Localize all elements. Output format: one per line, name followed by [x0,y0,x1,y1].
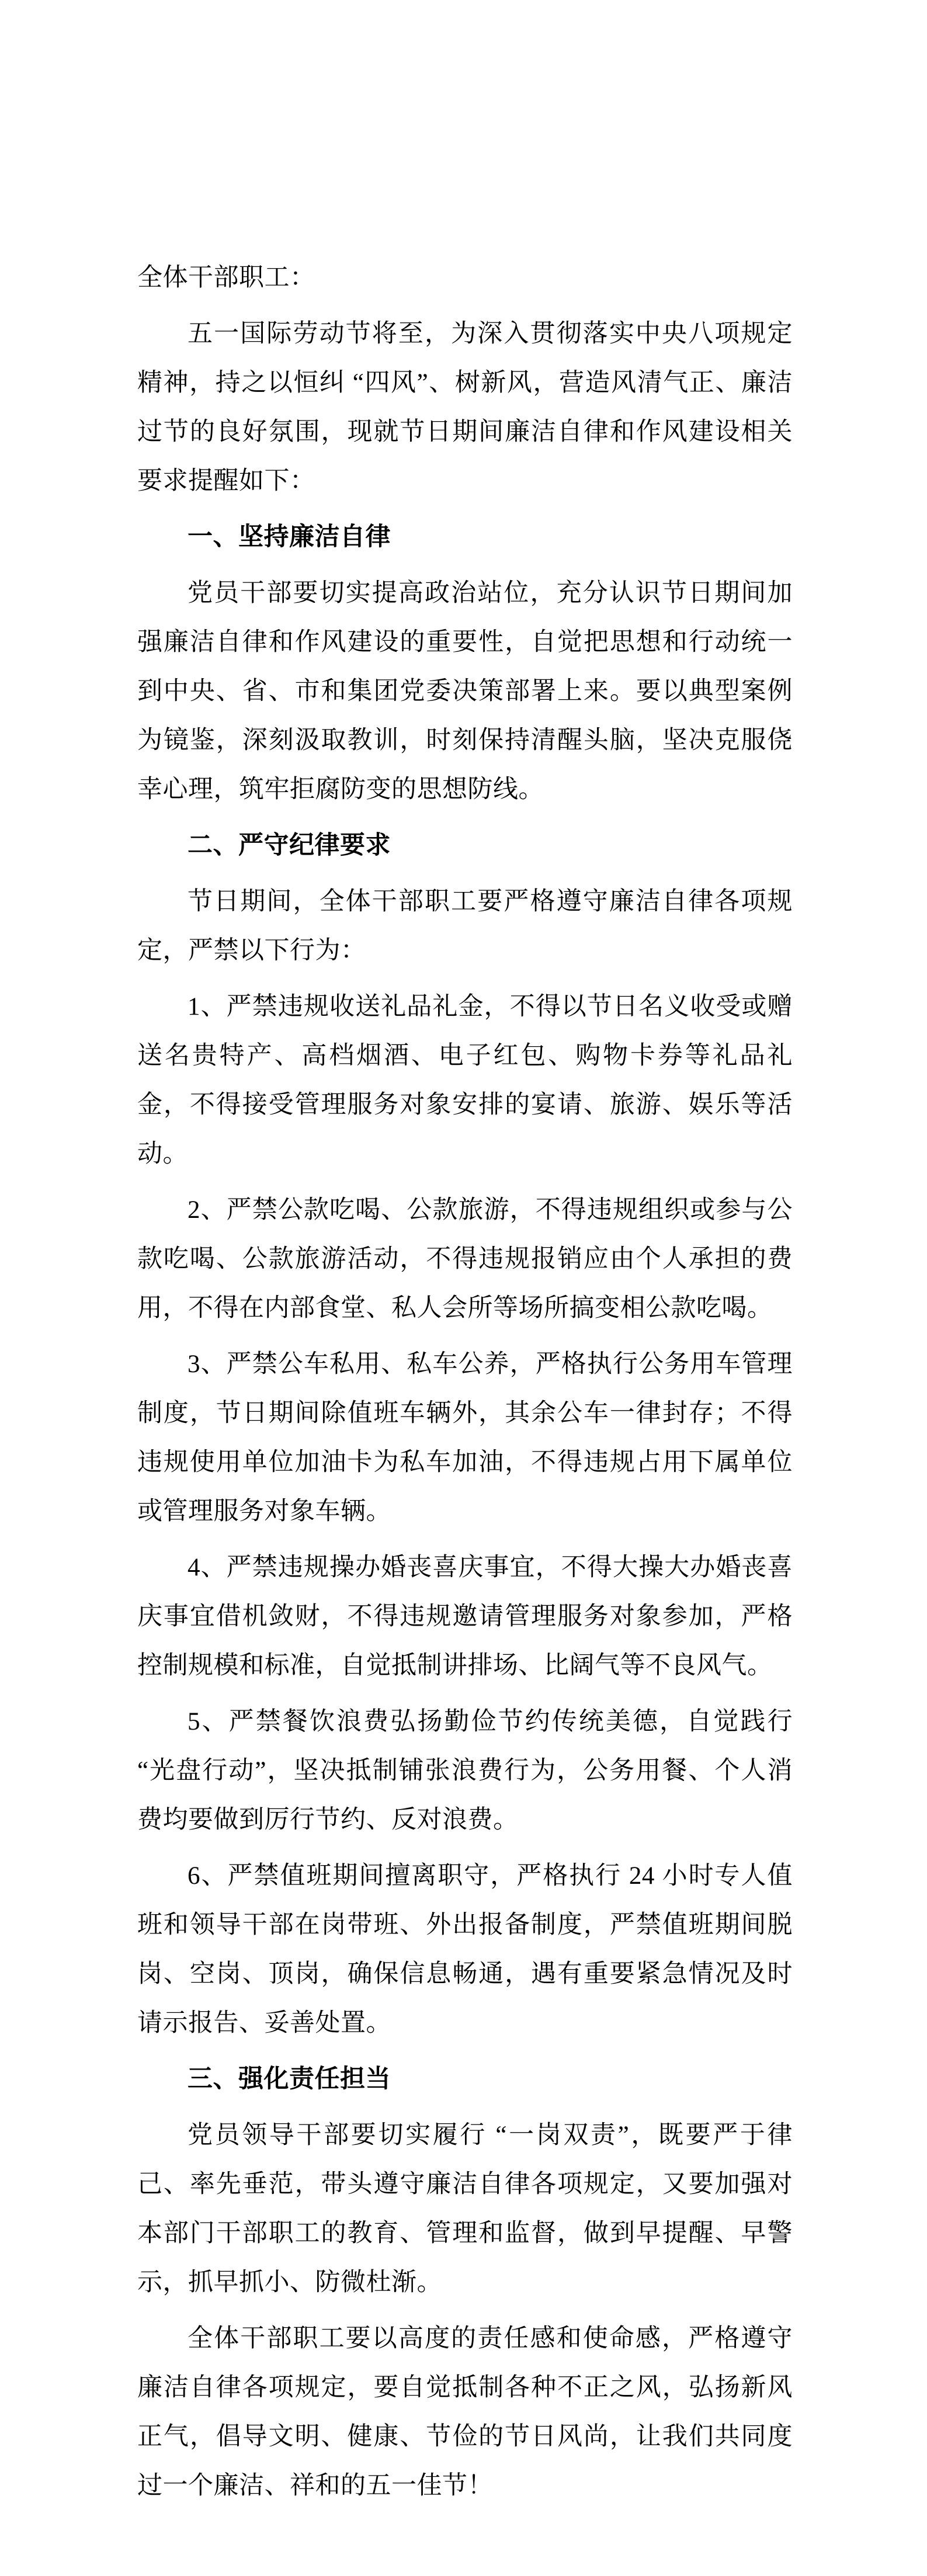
paragraph-closing: 全体干部职工要以高度的责任感和使命感，严格遵守廉洁自律各项规定，要自觉抵制各种不正之风，弘扬新风正气，倡导文明、健康、节俭的节日风尚，让我们共同度过一个廉洁、祥和的五一佳节！ [137,2325,793,2499]
paragraph-section-2-intro: 节日期间，全体干部职工要严格遵守廉洁自律各项规定，严禁以下行为： [137,888,793,964]
list-item-3: 3、严禁公车私用、私车公养，严格执行公务用车管理制度，节日期间除值班车辆外，其余公车一律封存；不得违规使用单位加油卡为私车加油，不得违规占用下属单位或管理服务对象车辆。 [137,1351,793,1525]
list-item-6: 6、严禁值班期间擅离职守，严格执行 24 小时专人值班和领导干部在岗带班、外出报备制度，严禁值班期间脱岗、空岗、顶岗，确保信息畅通，遇有重要紧急情况及时请示报告、妥善处置。 [137,1862,793,2037]
document-body [137,254,793,2511]
paragraph-section-1: 党员干部要切实提高政治站位，充分认识节日期间加强廉洁自律和作风建设的重要性，自觉把思想和行动统一到中央、省、市和集团党委决策部署上来。要以典型案例为镜鉴，深刻汲取教训，时刻保持清醒头脑，坚决克服侥幸心理，筑牢拒腐防变的思想防线。 [137,579,793,803]
paragraph-intro: 五一国际劳动节将至，为深入贯彻落实中央八项规定精神，持之以恒纠 “四风”、树新风，营造风清气正、廉洁过节的良好氛围，现就节日期间廉洁自律和作风建设相关要求提醒如下： [137,320,793,495]
list-item-5: 5、严禁餐饮浪费弘扬勤俭节约传统美德，自觉践行 “光盘行动”，坚决抵制铺张浪费行为，公务用餐、个人消费均要做到厉行节约、反对浪费。 [137,1708,793,1834]
list-item-2: 2、严禁公款吃喝、公款旅游，不得违规组织或参与公款吃喝、公款旅游活动，不得违规报销应由个人承担的费用，不得在内部食堂、私人会所等场所搞变相公款吃喝。 [137,1196,793,1322]
heading-section-3: 三、强化责任担当 [188,2065,391,2093]
heading-section-1: 一、坚持廉洁自律 [188,523,391,551]
heading-section-2: 二、严守纪律要求 [188,832,391,859]
list-item-4: 4、严禁违规操办婚丧喜庆事宜，不得大操大办婚丧喜庆事宜借机敛财，不得违规邀请管理服务对象参加，严格控制规模和标准，自觉抵制讲排场、比阔气等不良风气。 [137,1554,793,1679]
paragraph-section-3: 党员领导干部要切实履行 “一岗双责”，既要严于律己、率先垂范，带头遵守廉洁自律各项规定，又要加强对本部门干部职工的教育、管理和监督，做到早提醒、早警示，抓早抓小、防微杜渐。 [137,2122,793,2296]
list-item-1: 1、严禁违规收送礼品礼金，不得以节日名义收受或赠送名贵特产、高档烟酒、电子红包、购物卡券等礼品礼金，不得接受管理服务对象安排的宴请、旅游、娱乐等活动。 [137,993,793,1168]
salutation: 全体干部职工： [137,264,315,291]
